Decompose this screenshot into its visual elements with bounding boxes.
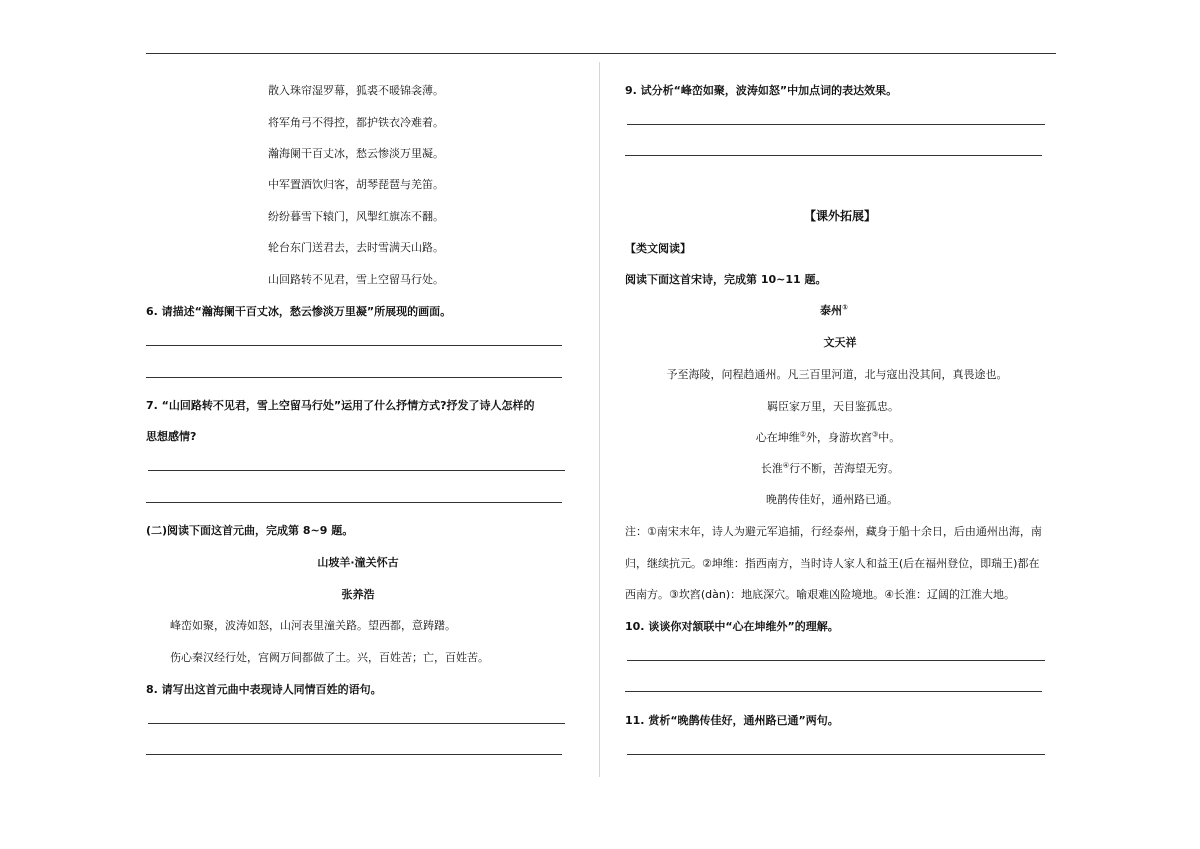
poem-line: [761, 460, 899, 476]
qu-line: 峰峦如聚，波涛如怒，山河表里潼关路。望西都，意踌躇。: [170, 619, 456, 632]
question-11: 11. 赏析“晚鹊传佳好，通州路已通”两句。: [625, 714, 839, 727]
header-rule: [146, 53, 1056, 54]
poem-text: 中。: [878, 431, 901, 444]
instruction: 阅读下面这首宋诗，完成第 10~11 题。: [625, 273, 827, 286]
answer-line[interactable]: [625, 155, 1042, 156]
poem-line: 将军角弓不得控，都护铁衣冷难着。: [268, 116, 444, 129]
question-9: 9. 试分析“峰峦如聚，波涛如怒”中加点词的表达效果。: [625, 84, 898, 97]
answer-line[interactable]: [148, 723, 565, 724]
poem-line: 瀚海阑干百丈冰，愁云惨淡万里凝。: [268, 147, 444, 160]
note-line: 西南方。③坎窞(dàn)：地底深穴。喻艰难凶险境地。④长淮：辽阔的江淮大地。: [625, 588, 1015, 601]
poem-line: 山回路转不见君，雪上空留马行处。: [268, 273, 444, 286]
section-heading: 【课外拓展】: [803, 209, 877, 223]
poem-line: 纷纷暮雪下辕门，风掣红旗冻不翻。: [268, 210, 444, 223]
poem-line: 羁臣家万里，天目鉴孤忠。: [767, 400, 899, 413]
footnote-mark: ④: [782, 461, 790, 470]
answer-line[interactable]: [146, 754, 562, 755]
qu-line: 伤心秦汉经行处，宫阙万间都做了土。兴，百姓苦；亡，百姓苦。: [170, 651, 489, 664]
poem-title: [820, 302, 848, 318]
footnote-mark: ③: [872, 430, 879, 439]
qu-author: 张养浩: [341, 588, 375, 601]
poem-line: 轮台东门送君去，去时雪满天山路。: [268, 241, 444, 254]
column-divider: [599, 62, 600, 777]
question-7: 7. “山回路转不见君，雪上空留马行处”运用了什么抒情方式?抒发了诗人怎样的: [146, 399, 535, 412]
answer-line[interactable]: [625, 691, 1042, 692]
poem-text: 长淮: [760, 462, 783, 475]
poem-line: 中军置酒饮归客，胡琴琵琶与羌笛。: [268, 178, 444, 191]
answer-line[interactable]: [627, 754, 1045, 755]
answer-line[interactable]: [146, 502, 562, 503]
question-8: 8. 请写出这首元曲中表现诗人同情百姓的语句。: [146, 683, 382, 696]
answer-line[interactable]: [146, 345, 562, 346]
answer-line[interactable]: [627, 124, 1045, 125]
poem-text: 外，身游坎窞: [806, 431, 872, 444]
poem-author: 文天祥: [823, 336, 857, 349]
note-line: 归，继续抗元。②坤维：指西南方，当时诗人家人和益王(后在福州登位，即瑞王)都在: [625, 557, 1040, 570]
footnote-mark: ①: [842, 303, 848, 312]
section-heading: (二)阅读下面这首元曲，完成第 8~9 题。: [146, 524, 354, 537]
note-line: 注：①南宋末年，诗人为避元军追捕，行经泰州，藏身于船十余日，后由通州出海，南: [625, 525, 1042, 538]
footnote-mark: ②: [799, 430, 806, 439]
question-10: 10. 谈谈你对颔联中“心在坤维外”的理解。: [625, 620, 839, 633]
subsection-heading: 【类文阅读】: [625, 242, 691, 255]
poem-preface: 予至海陵，问程趋通州。凡三百里河道，北与寇出没其间，真畏途也。: [666, 368, 1008, 381]
poem-text: 行不断，苦海望无穷。: [789, 462, 900, 475]
poem-title-text: 泰州: [820, 304, 843, 317]
question-6: 6. 请描述“瀚海阑干百丈冰，愁云惨淡万里凝”所展现的画面。: [146, 305, 452, 318]
answer-line[interactable]: [148, 470, 565, 471]
poem-line: 散入珠帘湿罗幕，狐裘不暖锦衾薄。: [268, 84, 444, 97]
qu-title: 山坡羊·潼关怀古: [317, 556, 399, 569]
question-7-cont: 思想感情?: [146, 430, 197, 443]
answer-line[interactable]: [627, 660, 1045, 661]
poem-line: 晚鹊传佳好，通州路已通。: [766, 493, 898, 506]
poem-line: [756, 429, 901, 445]
answer-line[interactable]: [146, 377, 562, 378]
poem-text: 心在坤维: [755, 431, 800, 444]
